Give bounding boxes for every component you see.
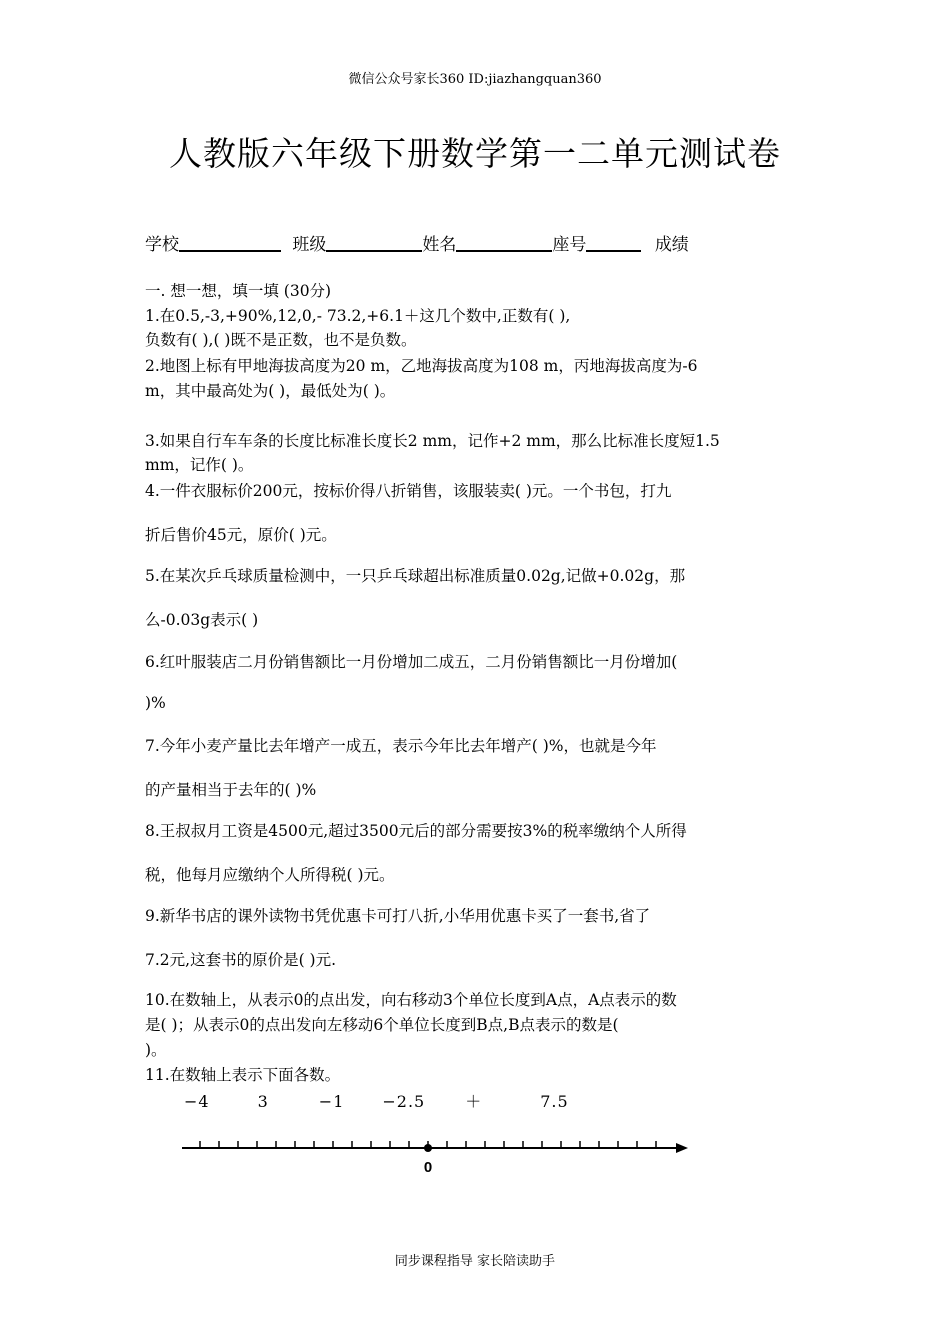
question-6-line-2: )% <box>145 694 166 712</box>
numbers-to-plot <box>184 1089 569 1112</box>
class-label: 班级 <box>292 235 327 255</box>
question-10-line-2: 是( )；从表示0的点出发向左移动6个单位长度到B点,B点表示的数是( <box>145 1016 619 1034</box>
page-header: 微信公众号家长360 ID:jiazhangquan360 <box>348 72 602 87</box>
question-4-line-1: 4.一件衣服标价200元，按标价得八折销售，该服装卖( )元。一个书包，打九 <box>145 482 672 500</box>
origin-point <box>424 1144 432 1152</box>
number-item: −2.5 <box>382 1092 426 1111</box>
score-label: 成绩 <box>654 235 689 255</box>
question-2-line-2: m，其中最高处为( )，最低处为( )。 <box>145 382 396 400</box>
number-item: 3 <box>257 1092 269 1111</box>
seat-label: 座号 <box>552 235 587 255</box>
question-10-line-1: 10.在数轴上，从表示0的点出发，向右移动3个单位长度到A点，A点表示的数 <box>145 991 677 1009</box>
page-footer: 同步课程指导 家长陪读助手 <box>394 1254 556 1269</box>
number-line <box>170 1130 700 1180</box>
page-title: 人教版六年级下册数学第一二单元测试卷 <box>169 134 781 173</box>
name-blank[interactable] <box>456 234 552 252</box>
question-3-line-2: mm，记作( )。 <box>145 456 254 474</box>
number-item: 7.5 <box>540 1092 569 1111</box>
question-9-line-2: 7.2元,这套书的原价是( )元. <box>145 951 337 969</box>
axis-arrow-icon <box>676 1143 688 1153</box>
question-2-line-1: 2.地图上标有甲地海拔高度为20 m，乙地海拔高度为108 m，丙地海拔高度为-6 <box>145 357 698 375</box>
question-7-line-1: 7.今年小麦产量比去年增产一成五，表示今年比去年增产( )%，也就是今年 <box>145 737 657 755</box>
question-8-line-1: 8.王叔叔月工资是4500元,超过3500元后的部分需要按3%的税率缴纳个人所得 <box>145 822 687 840</box>
question-9-line-1: 9.新华书店的课外读物书凭优惠卡可打八折,小华用优惠卡买了一套书,省了 <box>145 907 651 925</box>
origin-label: 0 <box>423 1159 433 1176</box>
section-heading: 一. 想一想，填一填 (30分) <box>145 282 332 300</box>
question-5-line-1: 5.在某次乒乓球质量检测中，一只乒乓球超出标准质量0.02g,记做+0.02g，那 <box>145 567 686 585</box>
question-11-line: 11.在数轴上表示下面各数。 <box>145 1066 341 1084</box>
school-blank[interactable] <box>179 234 281 252</box>
question-3-line-1: 3.如果自行车车条的长度比标准长度长2 mm，记作+2 mm，那么比标准长度短1.5 <box>145 432 720 450</box>
question-10-line-3: )。 <box>145 1041 167 1059</box>
student-info-row <box>145 230 689 255</box>
question-4-line-2: 折后售价45元，原价( )元。 <box>145 526 337 544</box>
number-item: ＋ <box>465 1092 483 1111</box>
class-blank[interactable] <box>326 234 422 252</box>
seat-blank[interactable] <box>586 234 641 252</box>
number-item: −1 <box>318 1092 345 1111</box>
question-1-line-1: 1.在0.5,-3,+90%,12,0,- 73.2,+6.1＋这几个数中,正数有( ), <box>145 307 571 325</box>
question-8-line-2: 税，他每月应缴纳个人所得税( )元。 <box>145 866 395 884</box>
question-5-line-2: 么-0.03g表示( ) <box>145 611 259 629</box>
school-label: 学校 <box>145 235 179 255</box>
question-1-line-2: 负数有( ),( )既不是正数，也不是负数。 <box>145 331 417 349</box>
question-6-line-1: 6.红叶服装店二月份销售额比一月份增加二成五，二月份销售额比一月份增加( <box>145 653 678 671</box>
question-7-line-2: 的产量相当于去年的( )% <box>145 781 317 799</box>
name-label: 姓名 <box>422 235 457 255</box>
number-item: −4 <box>184 1092 210 1111</box>
